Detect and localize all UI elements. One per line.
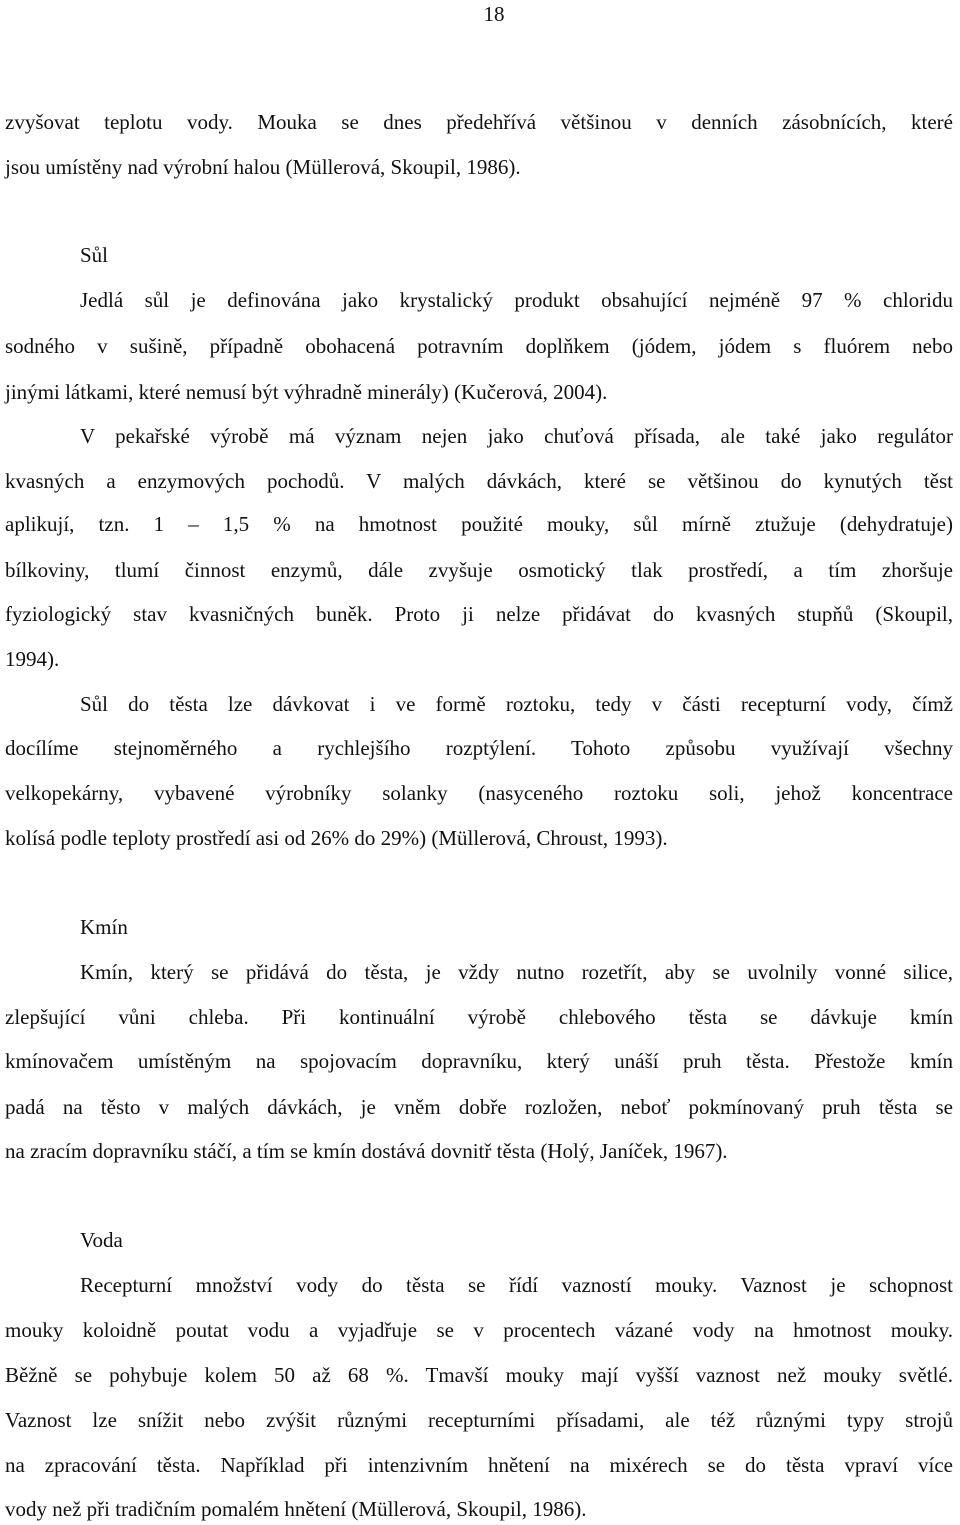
text-line: Jedlá sůl je definována jako krystalický produkt obsahující nejméně 97 % chloridu <box>80 288 953 312</box>
section-heading-kmin: Kmín <box>80 915 128 939</box>
text-line: velkopekárny, vybavené výrobníky solanky (nasyceného roztoku soli, jehož koncentrace <box>5 781 953 805</box>
section-heading-voda: Voda <box>80 1228 123 1252</box>
text-line: zlepšující vůni chleba. Při kontinuální výrobě chlebového těsta se dávkuje kmín <box>5 1005 953 1029</box>
text-line: vody než při tradičním pomalém hnětení (Müllerová, Skoupil, 1986). <box>5 1497 587 1521</box>
text-line: jsou umístěny nad výrobní halou (Müllerová, Skoupil, 1986). <box>5 155 521 179</box>
text-line: mouky koloidně poutat vodu a vyjadřuje se v procentech vázané vody na hmotnost mouky. <box>5 1318 953 1342</box>
text-line: aplikují, tzn. 1 – 1,5 % na hmotnost použité mouky, sůl mírně ztužuje (dehydratuje) <box>5 512 953 536</box>
text-line: docílíme stejnoměrného a rychlejšího rozptýlení. Tohoto způsobu využívají všechny <box>5 736 953 760</box>
text-line: Vaznost lze snížit nebo zvýšit různými recepturními přísadami, ale též různými typy strojů <box>5 1408 953 1432</box>
text-line: Kmín, který se přidává do těsta, je vždy nutno rozetřít, aby se uvolnily vonné silice, <box>80 960 953 984</box>
text-line: kmínovačem umístěným na spojovacím dopravníku, který unáší pruh těsta. Přestože kmín <box>5 1049 953 1073</box>
text-line: na zracím dopravníku stáčí, a tím se kmín dostává dovnitř těsta (Holý, Janíček, 1967). <box>5 1139 728 1163</box>
text-line: zvyšovat teplotu vody. Mouka se dnes předehřívá většinou v denních zásobnících, které <box>5 110 953 134</box>
page-number: 18 <box>483 2 505 26</box>
text-line: fyziologický stav kvasničných buněk. Proto ji nelze přidávat do kvasných stupňů (Skoupil, <box>5 602 953 626</box>
text-line: sodného v sušině, případně obohacená potravním doplňkem (jódem, jódem s fluórem nebo <box>5 334 953 358</box>
text-line: na zpracování těsta. Například při intenzivním hnětení na mixérech se do těsta vpraví více <box>5 1453 953 1477</box>
text-line: 1994). <box>5 647 60 671</box>
text-line: kvasných a enzymových pochodů. V malých dávkách, které se většinou do kynutých těst <box>5 469 953 493</box>
text-line: jinými látkami, které nemusí být výhradně minerály) (Kučerová, 2004). <box>5 380 608 404</box>
text-line: Sůl do těsta lze dávkovat i ve formě roztoku, tedy v části recepturní vody, čímž <box>80 692 953 716</box>
text-line: Recepturní množství vody do těsta se řídí vazností mouky. Vaznost je schopnost <box>80 1273 953 1297</box>
text-line: Běžně se pohybuje kolem 50 až 68 %. Tmavší mouky mají vyšší vaznost než mouky světlé. <box>5 1363 953 1387</box>
text-line: bílkoviny, tlumí činnost enzymů, dále zvyšuje osmotický tlak prostředí, a tím zhoršuje <box>5 558 953 582</box>
text-line: V pekařské výrobě má význam nejen jako chuťová přísada, ale také jako regulátor <box>80 424 953 448</box>
text-line: padá na těsto v malých dávkách, je vněm dobře rozložen, neboť pokmínovaný pruh těsta se <box>5 1095 953 1119</box>
section-heading-sul: Sůl <box>80 243 109 267</box>
text-line: kolísá podle teploty prostředí asi od 26% do 29%) (Müllerová, Chroust, 1993). <box>5 826 668 850</box>
